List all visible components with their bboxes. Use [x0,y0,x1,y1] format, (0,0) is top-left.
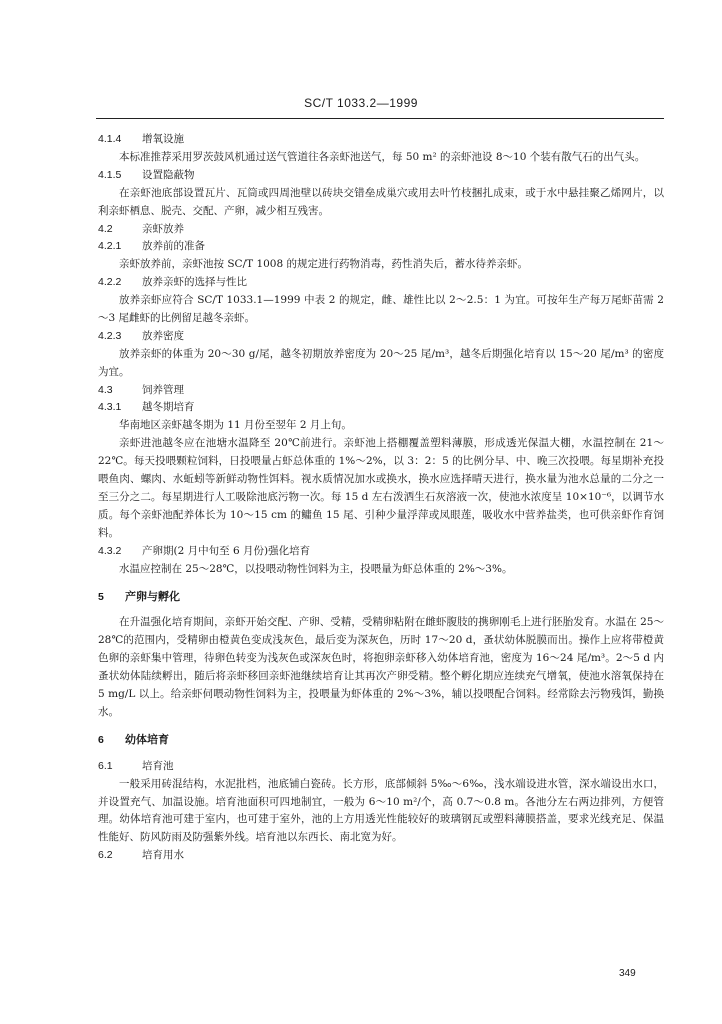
clause-number: 4.2.3 [98,329,122,342]
clause-title: 产卵与孵化 [125,589,180,603]
subsection-heading [98,399,664,417]
clause-number: 4.3.2 [98,544,122,557]
clause-number: 4.1.4 [98,133,122,145]
page-body [98,131,664,865]
subsection-heading [98,131,664,149]
subsection-heading [98,543,664,561]
section-heading [98,588,664,606]
running-header: SC/T 1033.2—1999 [304,96,418,110]
subsection-heading [98,382,664,400]
paragraph: 华南地区亲虾越冬期为 11 月份至翌年 2 月上旬。 [119,419,352,432]
clause-title: 设置隐蔽物 [142,168,195,181]
paragraph: 亲虾进池越冬应在池塘水温降至 20℃前进行。亲虾池上搭棚覆盖塑料薄膜，形成透光保温大棚，水温控制在 21～22℃。每天投喂颗粒饲料，日投喂量占虾总体重的 1%～2%，以 3：2：5 的比例分早、中、晚三次投喂。每星期补充投喂鱼肉、螺肉、水蚯蚓等新鲜动物性饵料。视水质情况加水或换水，换水应选择晴天进行，换水量为池水总量的二分之一至三分之二。每星期进行人工吸除池底污物一次。每 15 d 左右泼洒生石灰溶液一次，使池水浓度呈 10×10⁻⁶，以调节水质。每个亲虾池配养体长为 10～15 cm 的鳙鱼 15 尾、引种少量浮萍或凤眼莲，吸收水中营养盐类，也可供亲虾作育饲料。 [98,437,664,539]
paragraph: 在升温强化培育期间，亲虾开始交配、产卵、受精，受精卵粘附在雌虾腹肢的携卵刚毛上进行胚胎发育。水温在 25～28℃的范围内，受精卵由橙黄色变成浅灰色，最后变为深灰色，历时 17～20 d，蚤状幼体脱膜而出。操作上应将带橙黄色卵的亲虾集中管理，待卵色转变为浅灰色或深灰色时，将抱卵亲虾移入幼体培育池，密度为 16～24 尾/m³。2～5 d 内蚤状幼体陆续孵出，随后将亲虾移回亲虾池继续培育让其再次产卵受精。整个孵化期应连续充气增氧，使池水溶氧保持在 5 mg/L 以上。给亲虾伺喂动物性饲料为主，投喂量为虾体重的 2%～3%，辅以投喂配合饲料。经常除去污物残饵，勤换水。 [98,616,664,718]
page-number: 349 [619,968,636,979]
paragraph: 一般采用砖混结构，水泥批档，池底铺白瓷砖。长方形，底部倾斜 5‰～6‰，浅水端设进水管，深水端设出水口，并设置充气、加温设施。培育池面积可四地制宜，一般为 6～10 m²/个，高 0.7～0.8 m。各池分左右两边排列，方便管理。幼体培育池可建于室内，也可建于室外，池的上方用透光性能较好的玻璃钢瓦或塑料薄膜搭盖，要求光线充足、保温性能好、防风防雨及防强紫外线。培育池以东西长、南北宽为好。 [98,777,664,844]
clause-title: 幼体培育 [125,732,169,746]
clause-title: 放养密度 [142,329,184,342]
subsection-heading [98,758,664,776]
clause-number: 6 [98,733,104,746]
clause-title: 增氧设施 [142,133,184,145]
clause-number: 6.1 [98,759,113,772]
subsection-heading [98,328,664,346]
paragraph: 放养亲虾应符合 SC/T 1033.1—1999 中表 2 的规定，雌、雄性比以 2～2.5：1 为宜。可按年生产每万尾虾苗需 2～3 尾雌虾的比例留足越冬亲虾。 [98,294,664,324]
clause-title: 放养亲虾的选择与性比 [142,276,247,289]
clause-number: 4.2.2 [98,276,122,289]
clause-title: 放养前的准备 [142,240,205,253]
subsection-heading [98,167,664,185]
clause-number: 6.2 [98,849,113,862]
section-heading [98,731,664,749]
paragraph: 本标准推荐采用罗茨鼓风机通过送气管道往各亲虾池送气，每 50 m² 的亲虾池设 8～10 个装有散气石的出气头。 [119,150,646,163]
clause-title: 饲养管理 [142,383,184,396]
clause-title: 培育池 [142,759,174,772]
subsection-heading [98,221,664,239]
clause-title: 越冬期培育 [142,401,195,414]
paragraph: 水温应控制在 25～28℃，以投喂动物性饲料为主，投喂量为虾总体重的 2%～3%。 [119,562,513,575]
subsection-heading [98,847,664,865]
clause-title: 培育用水 [142,849,184,862]
clause-number: 4.1.5 [98,168,122,181]
clause-number: 4.3 [98,383,113,396]
clause-number: 5 [98,590,104,603]
paragraph: 在亲虾池底部设置瓦片、瓦筒或四周池壁以砖块交错垒成巢穴或用去叶竹枝捆扎成束，或于水中悬挂聚乙烯网片，以利亲虾栖息、脱壳、交配、产卵，减少相互残害。 [98,186,664,217]
paragraph: 放养亲虾的体重为 20～30 g/尾，越冬初期放养密度为 20～25 尾/m³，越冬后期强化培育以 15～20 尾/m³ 的密度为宜。 [98,347,664,378]
header-rule [96,118,664,119]
subsection-heading [98,238,664,256]
clause-number: 4.3.1 [98,401,122,414]
clause-title: 产卵期(2 月中旬至 6 月份)强化培育 [142,544,311,557]
paragraph: 亲虾放养前，亲虾池按 SC/T 1008 的规定进行药物消毒，药性消失后，蓄水待养亲虾。 [119,258,529,271]
clause-number: 4.2.1 [98,240,122,253]
clause-title: 亲虾放养 [142,222,184,235]
clause-number: 4.2 [98,222,113,235]
subsection-heading [98,274,664,292]
